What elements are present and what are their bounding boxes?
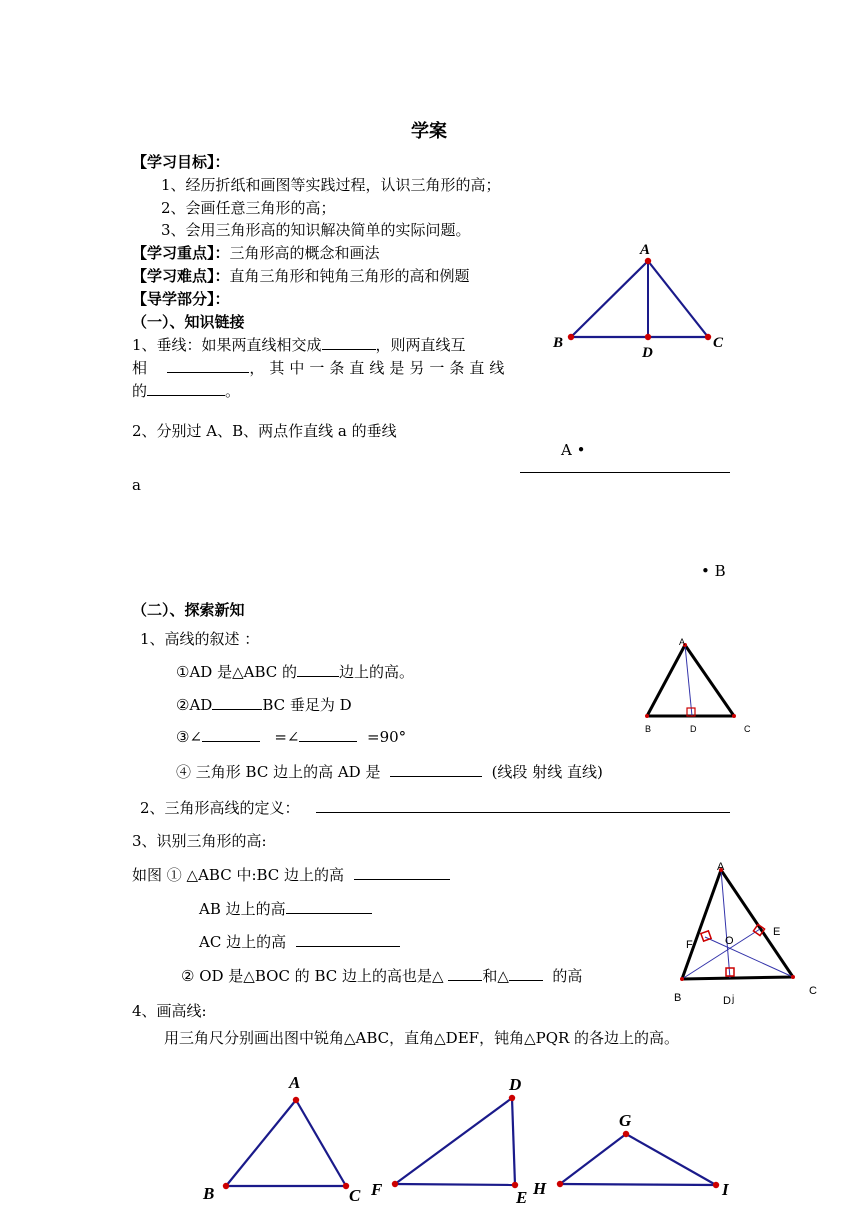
- vertex-dot: [680, 977, 684, 981]
- answer-blank[interactable]: [354, 865, 450, 880]
- s2-text: ①AD 是△ABC 的: [176, 663, 297, 681]
- s2-text: 如图 ① △ABC 中:BC 边上的高: [132, 866, 345, 884]
- s2-r2: [199, 898, 372, 919]
- vertex-label: C: [349, 1186, 361, 1205]
- vertex-label: D: [723, 995, 731, 1007]
- s2-h1: 1、高线的叙述 ：: [140, 630, 260, 648]
- s2-r1: [132, 864, 450, 885]
- vertex-label: H: [533, 1179, 547, 1198]
- s2-r3: [199, 931, 400, 952]
- focus-row: [132, 242, 380, 263]
- vertex-label: C: [713, 335, 724, 351]
- vertex-dot: [557, 1181, 563, 1187]
- goal-item: 3、会用三角形高的知识解决简单的实际问题。: [161, 221, 471, 239]
- vertex-label: C: [744, 724, 751, 734]
- answer-blank[interactable]: [202, 727, 260, 742]
- answer-blank[interactable]: [297, 662, 339, 677]
- vertex-label: A: [717, 861, 725, 873]
- vertex-label: B: [203, 1184, 215, 1203]
- s2-text: (线段 射线 直线): [491, 763, 603, 781]
- vertex-label: E: [773, 926, 781, 938]
- s2-text: ②AD: [176, 696, 213, 714]
- answer-blank[interactable]: [390, 762, 482, 777]
- figure-small-triangle: [638, 636, 758, 736]
- vertex-label: D: [642, 345, 653, 361]
- figure-triangle-altitude: [550, 238, 730, 363]
- s2-text: 的高: [552, 967, 583, 985]
- q1-line2: [132, 357, 509, 378]
- vertex-label: I: [722, 1180, 729, 1199]
- difficulty-text: 直角三角形和钝角三角形的高和例题: [229, 267, 470, 285]
- answer-blank[interactable]: [286, 899, 372, 914]
- focus-text: 三角形高的概念和画法: [229, 244, 380, 262]
- line-a-label: a: [132, 476, 141, 494]
- vertex-dot: [509, 1095, 515, 1101]
- s2-text: =∠: [274, 728, 300, 746]
- q1-text: ，则两直线互: [375, 336, 466, 354]
- vertex-dot: [645, 334, 651, 340]
- answer-blank[interactable]: [212, 695, 262, 710]
- section2-heading: （二）、探索新知: [132, 601, 245, 619]
- s2-text: 边上的高。: [339, 663, 415, 681]
- vertex-label: B: [674, 992, 682, 1004]
- figure-orthocenter-triangle: [668, 855, 828, 1010]
- q1-text: 的: [132, 382, 148, 400]
- focus-heading: 【学习重点】：: [132, 244, 230, 262]
- answer-blank[interactable]: [296, 932, 400, 947]
- vertex-label: F: [371, 1180, 383, 1199]
- vertex-dot: [645, 258, 651, 264]
- s2-item4: [176, 761, 603, 782]
- s2-h4-text: 用三角尺分别画出图中锐角△ABC，直角△DEF，钝角△PQR 的各边上的高。: [164, 1029, 680, 1047]
- s2-text: =90°: [367, 728, 407, 746]
- figure-obtuse-triangle: [530, 1100, 740, 1210]
- s2-r4: [181, 965, 582, 986]
- vertex-label: G: [619, 1111, 632, 1130]
- s2-item3: [176, 727, 406, 746]
- q1-text: 1、垂线：如果两直线相交成: [132, 336, 322, 354]
- s2-item1: [176, 661, 414, 682]
- vertex-dot: [293, 1097, 299, 1103]
- vertex-dot: [732, 714, 736, 718]
- s2-text: AB 边上的高: [199, 900, 286, 918]
- s2-text: ③∠: [176, 728, 203, 746]
- guide-heading: 【导学部分】：: [132, 290, 230, 308]
- q1-text: ，其中一条直线是另一条直线: [249, 359, 510, 377]
- line-a: [520, 472, 730, 473]
- answer-blank[interactable]: [509, 966, 543, 981]
- vertex-label: E: [516, 1188, 528, 1207]
- point-b-label: • B: [701, 562, 726, 580]
- q1-line1: [132, 334, 466, 355]
- figure-right-triangle: [368, 1070, 538, 1210]
- vertex-label: D: [690, 724, 697, 734]
- q1-text: 相: [132, 359, 149, 377]
- goals-heading: 【学习目标】：: [132, 153, 230, 171]
- vertex-label: A: [679, 637, 686, 647]
- vertex-dot: [623, 1131, 629, 1137]
- answer-blank[interactable]: [147, 381, 225, 396]
- goal-item: 1、经历折纸和画图等实践过程，认识三角形的高；: [161, 176, 501, 194]
- goal-item: 2、会画任意三角形的高；: [161, 199, 336, 217]
- figure-acute-triangle: [198, 1070, 368, 1210]
- point-a-label: A •: [561, 441, 586, 459]
- vertex-dot: [645, 714, 649, 718]
- section1-heading: （一）、知识链接: [132, 313, 245, 331]
- vertex-dot: [791, 975, 795, 979]
- vertex-label: j: [732, 994, 735, 1005]
- vertex-label: D: [509, 1075, 522, 1094]
- answer-blank[interactable]: [167, 358, 249, 373]
- q1-line3: [132, 380, 240, 401]
- difficulty-heading: 【学习难点】：: [132, 267, 230, 285]
- vertex-label: C: [809, 985, 817, 997]
- vertex-dot: [392, 1181, 398, 1187]
- vertex-label: A: [640, 242, 651, 258]
- right-angle-marker: [701, 931, 711, 941]
- s2-item2: [176, 694, 352, 715]
- page-title: 学案: [411, 121, 447, 142]
- vertex-dot: [223, 1183, 229, 1189]
- vertex-dot: [568, 334, 574, 340]
- s2-text: BC 垂足为 D: [262, 696, 352, 714]
- s2-h2: 2、三角形高线的定义：: [140, 799, 300, 817]
- s2-h3: 3、识别三角形的高:: [132, 832, 267, 850]
- q1-text: 。: [225, 382, 241, 400]
- s2-h4: 4、画高线:: [132, 1002, 207, 1020]
- definition-blank[interactable]: [316, 812, 730, 813]
- s2-text: AC 边上的高: [199, 933, 287, 951]
- vertex-label: F: [686, 939, 693, 951]
- s2-text: ④ 三角形 BC 边上的高 AD 是: [176, 763, 381, 781]
- q2-text: 2、分别过 A、B、两点作直线 a 的垂线: [132, 422, 397, 440]
- s2-text: ② OD 是△BOC 的 BC 边上的高也是△: [181, 967, 444, 985]
- difficulty-row: [132, 265, 470, 286]
- answer-blank[interactable]: [448, 966, 482, 981]
- answer-blank[interactable]: [299, 727, 357, 742]
- vertex-label: B: [553, 335, 564, 351]
- vertex-dot: [705, 334, 711, 340]
- vertex-label: A: [289, 1073, 301, 1092]
- vertex-label: B: [645, 724, 652, 734]
- s2-text: 和△: [482, 967, 509, 985]
- vertex-dot: [713, 1182, 719, 1188]
- answer-blank[interactable]: [322, 335, 376, 350]
- vertex-label: O: [725, 935, 734, 947]
